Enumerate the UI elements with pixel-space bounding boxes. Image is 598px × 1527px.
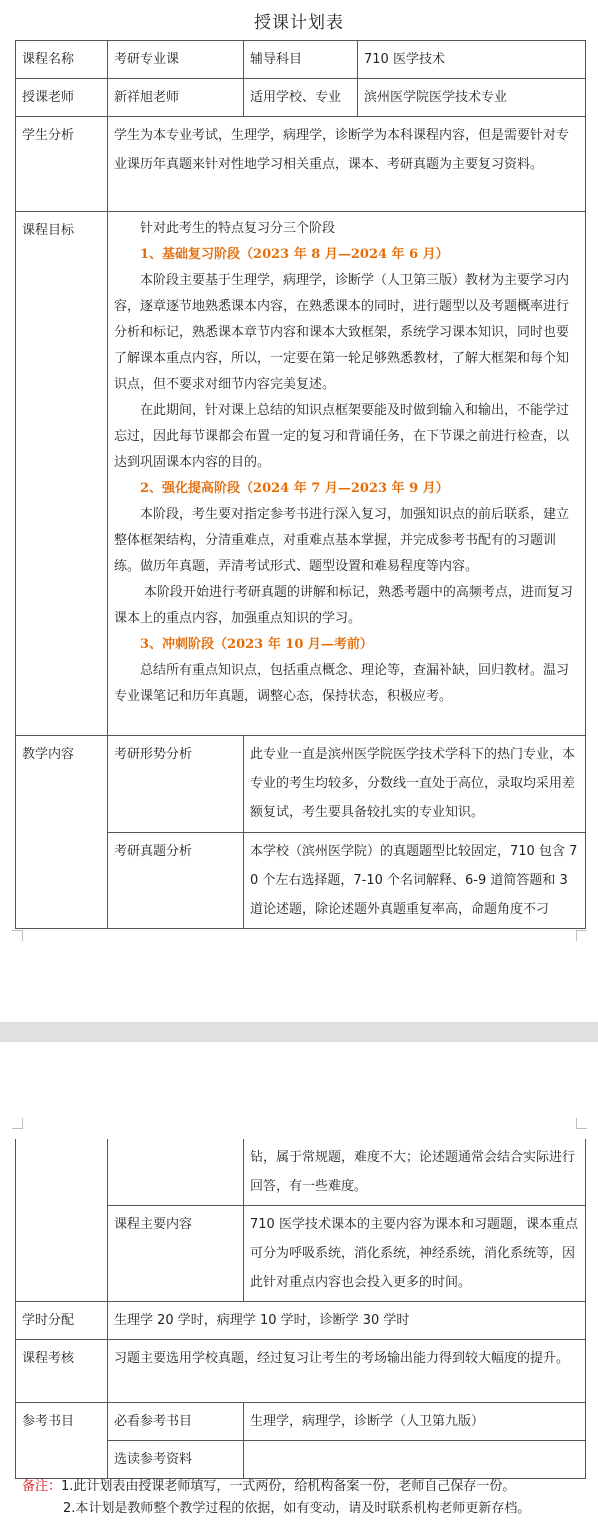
goal-content	[108, 212, 586, 736]
subject-value: 710 医学技术	[358, 41, 586, 79]
hours-text: 生理学 20 学时，病理学 10 学时，诊断学 30 学时	[108, 1302, 586, 1340]
plan-table-page2	[15, 1139, 586, 1479]
stage1-title: 1、基础复习阶段（2023 年 8 月—2024 年 6 月）	[140, 247, 449, 262]
optional-books-label: 选读参考资料	[108, 1441, 244, 1479]
student-analysis-label: 学生分析	[16, 117, 108, 212]
course-name-label: 课程名称	[16, 41, 108, 79]
page-corner-mark	[576, 930, 587, 941]
assess-label: 课程考核	[16, 1340, 108, 1403]
page-title: 授课计划表	[254, 13, 344, 33]
required-books-text: 生理学，病理学，诊断学（人卫第九版）	[244, 1403, 586, 1441]
stage1-paragraph-1: 本阶段主要基于生理学，病理学，诊断学（人卫第三版）教材为主要学习内容，逐章逐节地熟悉课本内容，在熟悉课本的同时，进行题型以及考题概率进行分析和标记，熟悉课本章节内容和课本大致框架，系统学习课本知识，同时也要了解课本重点内容，所以，一定要在第一轮足够熟悉教材，了解大框架和每个知识点，但不要求对细节内容完美复述。	[114, 273, 570, 392]
required-books-label: 必看参考书目	[108, 1403, 244, 1441]
note-1: 1.此计划表由授课老师填写，一式两份，给机构备案一份，老师自己保存一份。	[61, 1479, 516, 1494]
assess-text: 习题主要选用学校真题，经过复习让考生的考场输出能力得到较大幅度的提升。	[108, 1340, 586, 1403]
exam-label-continued	[108, 1139, 244, 1206]
page-corner-mark	[12, 1118, 23, 1129]
hours-label: 学时分配	[16, 1302, 108, 1340]
school-label: 适用学校、专业	[244, 79, 358, 117]
exam-label: 考研真题分析	[108, 833, 244, 929]
page-corner-mark	[576, 1118, 587, 1129]
teacher-value: 新祥旭老师	[108, 79, 244, 117]
main-content-text: 710 医学技术课本的主要内容为课本和习题题，课本重点可分为呼吸系统，消化系统，神经系统，消化系统等，因此针对重点内容也会投入更多的时间。	[244, 1206, 586, 1302]
trend-text: 此专业一直是滨州医学院医学技术学科下的热门专业，本专业的考生均较多，分数线一直处于高位，录取均采用差额复试，考生要具备较扎实的专业知识。	[244, 736, 586, 833]
student-analysis-text: 学生为本专业考试，生理学，病理学，诊断学为本科课程内容，但是需要针对专业课历年真题来针对性地学习相关重点，课本、考研真题为主要复习资料。	[108, 117, 586, 212]
page-corner-mark	[12, 930, 23, 941]
optional-books-text	[244, 1441, 586, 1479]
main-content-label: 课程主要内容	[108, 1206, 244, 1302]
content-label-continued	[16, 1139, 108, 1302]
books-label: 参考书目	[16, 1403, 108, 1479]
subject-label: 辅导科目	[244, 41, 358, 79]
notes-label: 备注：	[22, 1479, 62, 1494]
notes	[22, 1476, 582, 1520]
goal-label: 课程目标	[16, 212, 108, 736]
trend-label: 考研形势分析	[108, 736, 244, 833]
stage2-paragraph-1: 本阶段，考生要对指定参考书进行深入复习，加强知识点的前后联系，建立整体框架结构，分清重难点，对重难点基本掌握，并完成参考书配有的习题训练。做历年真题，弄清考试形式、题型设置和难易程度等内容。	[114, 507, 570, 574]
stage3-title: 3、冲刺阶段（2023 年 10 月—考前）	[140, 637, 373, 652]
stage2-title: 2、强化提高阶段（2024 年 7 月—2023 年 9 月）	[140, 481, 449, 496]
content-label: 教学内容	[16, 736, 108, 929]
stage2-paragraph-2: 本阶段开始进行考研真题的讲解和标记，熟悉考题中的高频考点，进而复习课本上的重点内容，加强重点知识的学习。	[114, 585, 573, 626]
stage1-paragraph-2: 在此期间，针对课上总结的知识点框架要能及时做到输入和输出，不能学过忘过，因此每节课都会布置一定的复习和背诵任务，在下节课之前进行检查，以达到巩固课本内容的目的。	[114, 403, 570, 470]
teacher-label: 授课老师	[16, 79, 108, 117]
goal-intro: 针对此考生的特点复习分三个阶段	[140, 221, 336, 236]
page-gap	[0, 1022, 598, 1042]
plan-table-page1	[15, 40, 586, 929]
course-name-value: 考研专业课	[108, 41, 244, 79]
stage3-paragraph-1: 总结所有重点知识点，包括重点概念、理论等，查漏补缺，回归教材。温习专业课笔记和历年真题，调整心态，保持状态，积极应考。	[114, 663, 570, 704]
note-2: 2.本计划是教师整个教学过程的依据，如有变动，请及时联系机构老师更新存档。	[63, 1501, 531, 1516]
school-value: 滨州医学院医学技术专业	[358, 79, 586, 117]
exam-text-part2: 钻，属于常规题，难度不大；论述题通常会结合实际进行回答，有一些难度。	[244, 1139, 586, 1206]
exam-text-part1: 本学校（滨州医学院）的真题题型比较固定，710 包含 70 个左右选择题，7-10 个名词解释、6-9 道简答题和 3 道论述题，除论述题外真题重复率高，命题角度不刁	[244, 833, 586, 929]
